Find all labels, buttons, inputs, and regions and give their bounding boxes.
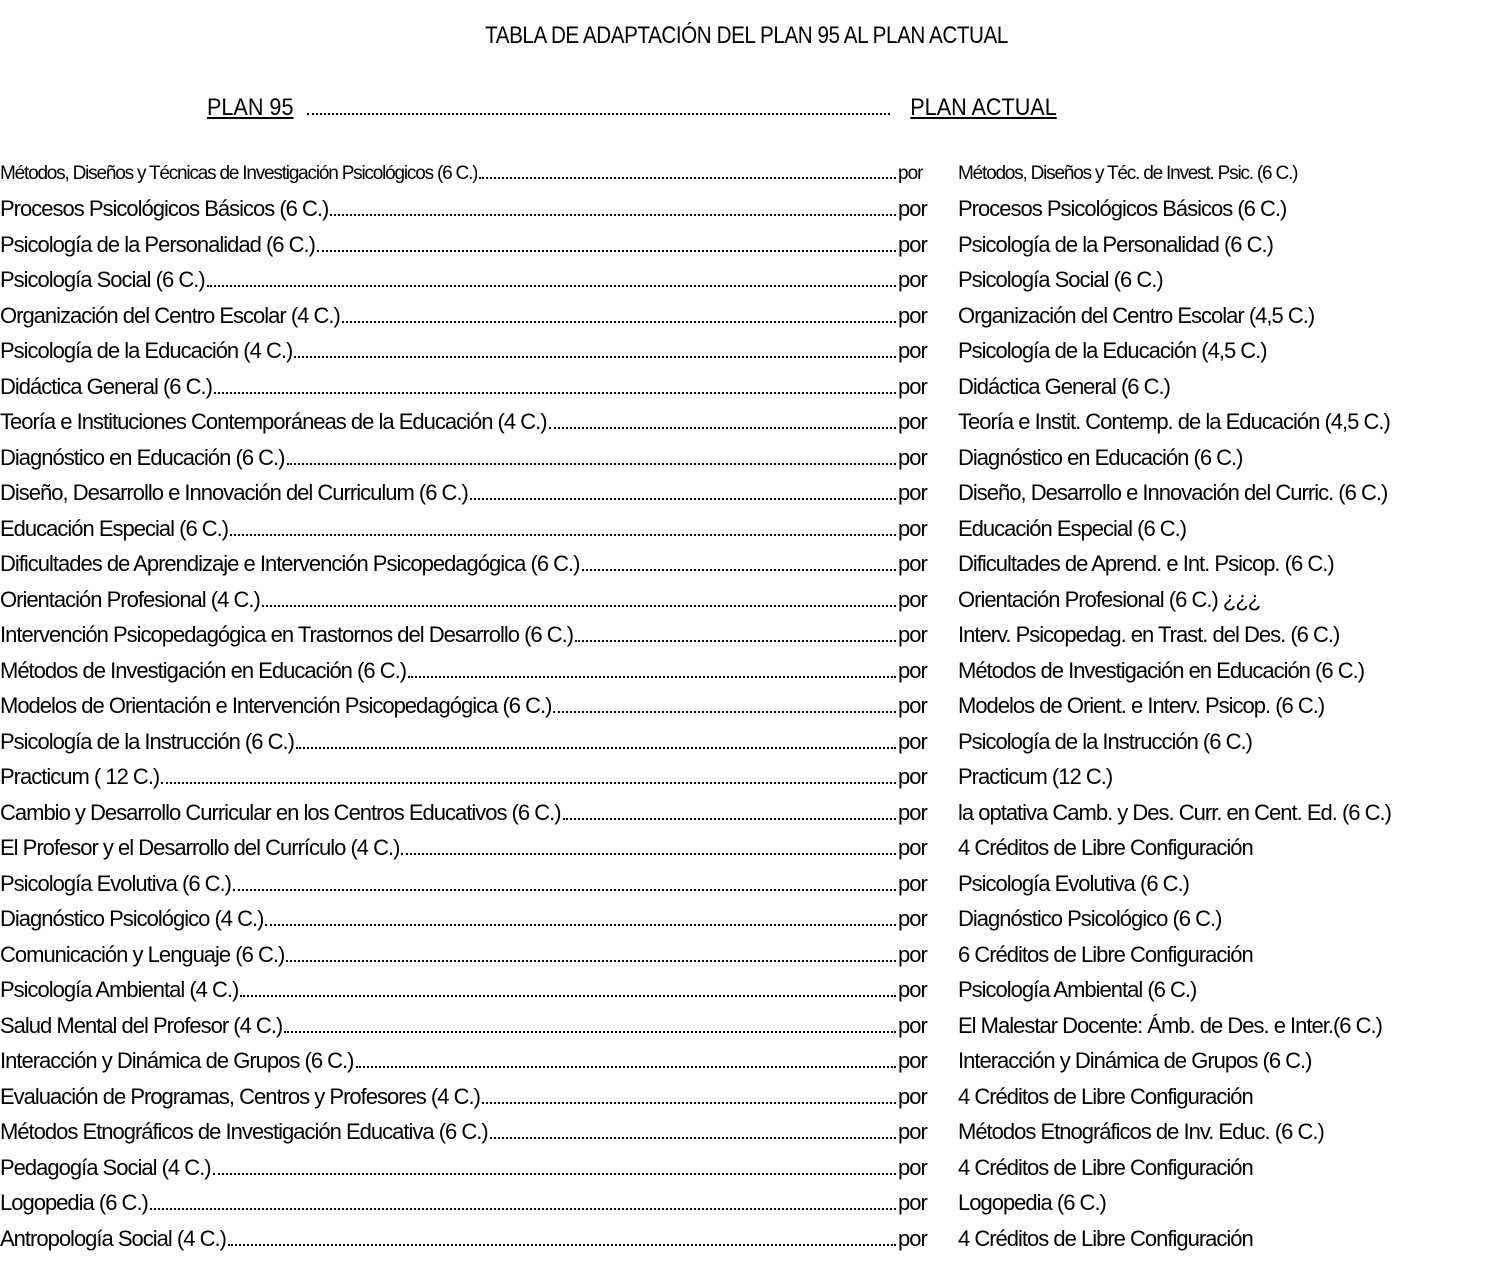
table-row [0, 582, 1493, 618]
plan-95-subject: Antropología Social (4 C.) [0, 1225, 226, 1251]
dot-leader [408, 676, 896, 678]
plan-actual-subject: El Malestar Docente: Ámb. de Des. e Inter.(6 C.) [958, 1012, 1382, 1038]
por-separator: por [898, 444, 927, 470]
plan-actual-subject: Psicología de la Personalidad (6 C.) [958, 231, 1273, 257]
por-separator: por [898, 551, 927, 577]
table-row [0, 440, 1493, 476]
plan-95-subject: Diseño, Desarrollo e Innovación del Curriculum (6 C.) [0, 480, 468, 506]
plan-actual-subject: Logopedia (6 C.) [958, 1190, 1106, 1216]
plan-95-subject: El Profesor y el Desarrollo del Currículo (4 C.) [0, 835, 400, 861]
plan-actual-subject: Teoría e Instit. Contemp. de la Educación (4,5 C.) [958, 409, 1390, 435]
dot-leader [161, 782, 896, 784]
plan-95-subject: Psicología Social (6 C.) [0, 267, 205, 293]
plan-95-subject: Comunicación y Lenguaje (6 C.) [0, 941, 285, 967]
por-separator: por [898, 302, 927, 328]
dot-leader [482, 1102, 896, 1104]
plan-95-subject: Psicología de la Personalidad (6 C.) [0, 231, 315, 257]
header-plan-actual: PLAN ACTUAL [910, 94, 1057, 121]
plan-actual-subject: 4 Créditos de Libre Configuración [958, 1225, 1253, 1251]
plan-95-subject: Pedagogía Social (4 C.) [0, 1154, 211, 1180]
por-separator: por [898, 1225, 927, 1251]
dot-leader [575, 640, 896, 642]
table-row [0, 1186, 1493, 1222]
table-row [0, 973, 1493, 1009]
plan-95-subject: Intervención Psicopedagógica en Trastornos del Desarrollo (6 C.) [0, 622, 574, 648]
plan-95-subject: Orientación Profesional (4 C.) [0, 586, 260, 612]
plan-95-subject: Modelos de Orientación e Intervención Psicopedagógica (6 C.) [0, 693, 552, 719]
table-row [0, 902, 1493, 938]
por-separator: por [898, 728, 927, 754]
plan-actual-subject: Interacción y Dinámica de Grupos (6 C.) [958, 1048, 1312, 1074]
table-row [0, 369, 1493, 405]
por-separator: por [898, 622, 927, 648]
plan-95-subject: Logopedia (6 C.) [0, 1190, 148, 1216]
plan-95-cell [0, 267, 898, 293]
dot-leader [287, 463, 897, 465]
por-separator: por [898, 870, 927, 896]
plan-95-subject: Psicología de la Instrucción (6 C.) [0, 728, 294, 754]
header-dot-leader [307, 113, 890, 115]
dot-leader [401, 853, 896, 855]
dot-leader [262, 605, 896, 607]
dot-leader [286, 960, 896, 962]
table-row [0, 724, 1493, 760]
dot-leader [470, 498, 896, 500]
plan-95-subject: Evaluación de Programas, Centros y Profesores (4 C.) [0, 1083, 480, 1109]
plan-95-cell [0, 977, 898, 1003]
plan-95-cell [0, 1084, 898, 1110]
plan-95-cell [0, 232, 898, 258]
por-separator: por [898, 1083, 927, 1109]
plan-actual-subject: Practicum (12 C.) [958, 764, 1113, 790]
dot-leader [330, 214, 896, 216]
table-row [0, 334, 1493, 370]
dot-leader [207, 285, 896, 287]
table-row [0, 476, 1493, 512]
plan-95-subject: Diagnóstico en Educación (6 C.) [0, 444, 285, 470]
plan-actual-subject: Interv. Psicopedag. en Trast. del Des. (6 C.) [958, 622, 1340, 648]
plan-95-cell [0, 1048, 898, 1074]
dot-leader [213, 1173, 896, 1175]
plan-actual-subject: Diseño, Desarrollo e Innovación del Curric. (6 C.) [958, 480, 1388, 506]
plan-actual-subject: la optativa Camb. y Des. Curr. en Cent. Ed. (6 C.) [958, 799, 1391, 825]
plan-actual-subject: Procesos Psicológicos Básicos (6 C.) [958, 196, 1287, 222]
plan-95-cell [0, 942, 898, 968]
plan-actual-subject: Diagnóstico en Educación (6 C.) [958, 444, 1243, 470]
plan-95-cell [0, 303, 898, 329]
por-separator: por [898, 977, 927, 1003]
por-separator: por [898, 906, 927, 932]
dot-leader [228, 1244, 896, 1246]
plan-actual-subject: Métodos Etnográficos de Inv. Educ. (6 C.) [958, 1119, 1324, 1145]
dot-leader [214, 392, 896, 394]
dot-leader [549, 427, 896, 429]
plan-actual-subject: Orientación Profesional (6 C.) ¿¿¿ [958, 586, 1261, 612]
table-row [0, 192, 1493, 228]
dot-leader [240, 995, 896, 997]
table-row [0, 618, 1493, 654]
plan-95-subject: Psicología de la Educación (4 C.) [0, 338, 293, 364]
table-row [0, 831, 1493, 867]
plan-actual-subject: Psicología de la Instrucción (6 C.) [958, 728, 1252, 754]
plan-95-subject: Psicología Evolutiva (6 C.) [0, 870, 231, 896]
plan-95-subject: Dificultades de Aprendizaje e Intervención Psicopedagógica (6 C.) [0, 551, 580, 577]
plan-actual-subject: Métodos de Investigación en Educación (6 C.) [958, 657, 1365, 683]
por-separator: por [898, 799, 927, 825]
table-row [0, 263, 1493, 299]
por-separator: por [898, 693, 927, 719]
por-separator: por [898, 338, 927, 364]
plan-actual-subject: 6 Créditos de Libre Configuración [958, 941, 1253, 967]
plan-95-subject: Psicología Ambiental (4 C.) [0, 977, 239, 1003]
plan-95-cell [0, 622, 898, 648]
por-separator: por [898, 586, 927, 612]
plan-95-subject: Teoría e Instituciones Contemporáneas de la Educación (4 C.) [0, 409, 547, 435]
plan-95-subject: Procesos Psicológicos Básicos (6 C.) [0, 196, 329, 222]
dot-leader [342, 321, 896, 323]
por-separator: por [898, 835, 927, 861]
column-headers [207, 88, 1057, 122]
plan-95-cell [0, 1013, 898, 1039]
plan-95-cell [0, 871, 898, 897]
dot-leader [479, 177, 896, 179]
plan-95-subject: Cambio y Desarrollo Curricular en los Centros Educativos (6 C.) [0, 799, 561, 825]
dot-leader [490, 1137, 896, 1139]
dot-leader [553, 711, 896, 713]
dot-leader [233, 889, 896, 891]
plan-95-subject: Practicum ( 12 C.) [0, 764, 160, 790]
table-row [0, 689, 1493, 725]
plan-actual-subject: Métodos, Diseños y Téc. de Invest. Psic. (6 C.) [958, 162, 1298, 184]
por-separator: por [898, 657, 927, 683]
dot-leader [317, 250, 896, 252]
plan-95-subject: Educación Especial (6 C.) [0, 515, 229, 541]
adaptation-table [0, 156, 1493, 1257]
plan-actual-subject: Educación Especial (6 C.) [958, 515, 1187, 541]
plan-95-subject: Didáctica General (6 C.) [0, 373, 212, 399]
plan-actual-subject: Psicología Ambiental (6 C.) [958, 977, 1197, 1003]
plan-95-cell [0, 163, 898, 185]
plan-95-cell [0, 516, 898, 542]
plan-95-cell [0, 551, 898, 577]
plan-95-subject: Organización del Centro Escolar (4 C.) [0, 302, 340, 328]
table-row [0, 511, 1493, 547]
plan-95-cell [0, 693, 898, 719]
header-plan-95: PLAN 95 [207, 94, 294, 121]
dot-leader [284, 1031, 896, 1033]
plan-95-cell [0, 338, 898, 364]
por-separator: por [898, 941, 927, 967]
table-row [0, 227, 1493, 263]
page-title: TABLA DE ADAPTACIÓN DEL PLAN 95 AL PLAN ACTUAL [485, 22, 1008, 49]
plan-actual-subject: 4 Créditos de Libre Configuración [958, 1154, 1253, 1180]
por-separator: por [898, 1154, 927, 1180]
plan-95-cell [0, 800, 898, 826]
table-row [0, 760, 1493, 796]
plan-actual-subject: Modelos de Orient. e Interv. Psicop. (6 C.) [958, 693, 1325, 719]
dot-leader [356, 1066, 897, 1068]
plan-95-cell [0, 658, 898, 684]
por-separator: por [898, 196, 927, 222]
por-separator: por [898, 515, 927, 541]
plan-actual-subject: Psicología de la Educación (4,5 C.) [958, 338, 1267, 364]
plan-actual-subject: 4 Créditos de Libre Configuración [958, 1083, 1253, 1109]
por-separator: por [898, 373, 927, 399]
plan-95-cell [0, 1226, 898, 1252]
plan-95-cell [0, 1119, 898, 1145]
plan-actual-subject: Organización del Centro Escolar (4,5 C.) [958, 302, 1315, 328]
plan-actual-subject: Psicología Evolutiva (6 C.) [958, 870, 1189, 896]
table-row [0, 795, 1493, 831]
por-separator: por [898, 409, 927, 435]
plan-95-cell [0, 906, 898, 932]
plan-95-subject: Diagnóstico Psicológico (4 C.) [0, 906, 264, 932]
plan-95-cell [0, 374, 898, 400]
dot-leader [265, 924, 896, 926]
por-separator: por [898, 764, 927, 790]
table-row [0, 1115, 1493, 1151]
plan-95-subject: Métodos, Diseños y Técnicas de Investigación Psicológicos (6 C.) [0, 162, 478, 184]
plan-95-cell [0, 835, 898, 861]
dot-leader [296, 747, 896, 749]
plan-95-cell [0, 729, 898, 755]
table-row [0, 405, 1493, 441]
por-separator: por [898, 1012, 927, 1038]
plan-95-subject: Métodos de Investigación en Educación (6 C.) [0, 657, 407, 683]
por-separator: por [898, 480, 927, 506]
plan-actual-subject: Psicología Social (6 C.) [958, 267, 1163, 293]
plan-95-cell [0, 587, 898, 613]
table-row [0, 653, 1493, 689]
por-separator: por [898, 1048, 927, 1074]
plan-actual-subject: Diagnóstico Psicológico (6 C.) [958, 906, 1222, 932]
table-row [0, 156, 1493, 192]
plan-95-cell [0, 764, 898, 790]
plan-95-cell [0, 1190, 898, 1216]
por-separator: por [898, 1119, 927, 1145]
table-row [0, 937, 1493, 973]
table-row [0, 1150, 1493, 1186]
plan-95-cell [0, 480, 898, 506]
plan-actual-subject: 4 Créditos de Libre Configuración [958, 835, 1253, 861]
plan-95-subject: Métodos Etnográficos de Investigación Educativa (6 C.) [0, 1119, 488, 1145]
dot-leader [582, 569, 897, 571]
plan-95-cell [0, 409, 898, 435]
dot-leader [150, 1208, 896, 1210]
plan-actual-subject: Dificultades de Aprend. e Int. Psicop. (6 C.) [958, 551, 1334, 577]
plan-95-cell [0, 445, 898, 471]
por-separator: por [898, 231, 927, 257]
dot-leader [563, 818, 896, 820]
plan-95-cell [0, 196, 898, 222]
table-row [0, 547, 1493, 583]
table-row [0, 1044, 1493, 1080]
por-separator: por [898, 162, 923, 184]
dot-leader [294, 356, 896, 358]
table-row [0, 1008, 1493, 1044]
por-separator: por [898, 267, 927, 293]
table-row [0, 866, 1493, 902]
dot-leader [230, 534, 896, 536]
por-separator: por [898, 1190, 927, 1216]
plan-95-subject: Interacción y Dinámica de Grupos (6 C.) [0, 1048, 354, 1074]
plan-95-subject: Salud Mental del Profesor (4 C.) [0, 1012, 283, 1038]
plan-actual-subject: Didáctica General (6 C.) [958, 373, 1170, 399]
table-row [0, 298, 1493, 334]
plan-95-cell [0, 1155, 898, 1181]
table-row [0, 1079, 1493, 1115]
table-row [0, 1221, 1493, 1257]
